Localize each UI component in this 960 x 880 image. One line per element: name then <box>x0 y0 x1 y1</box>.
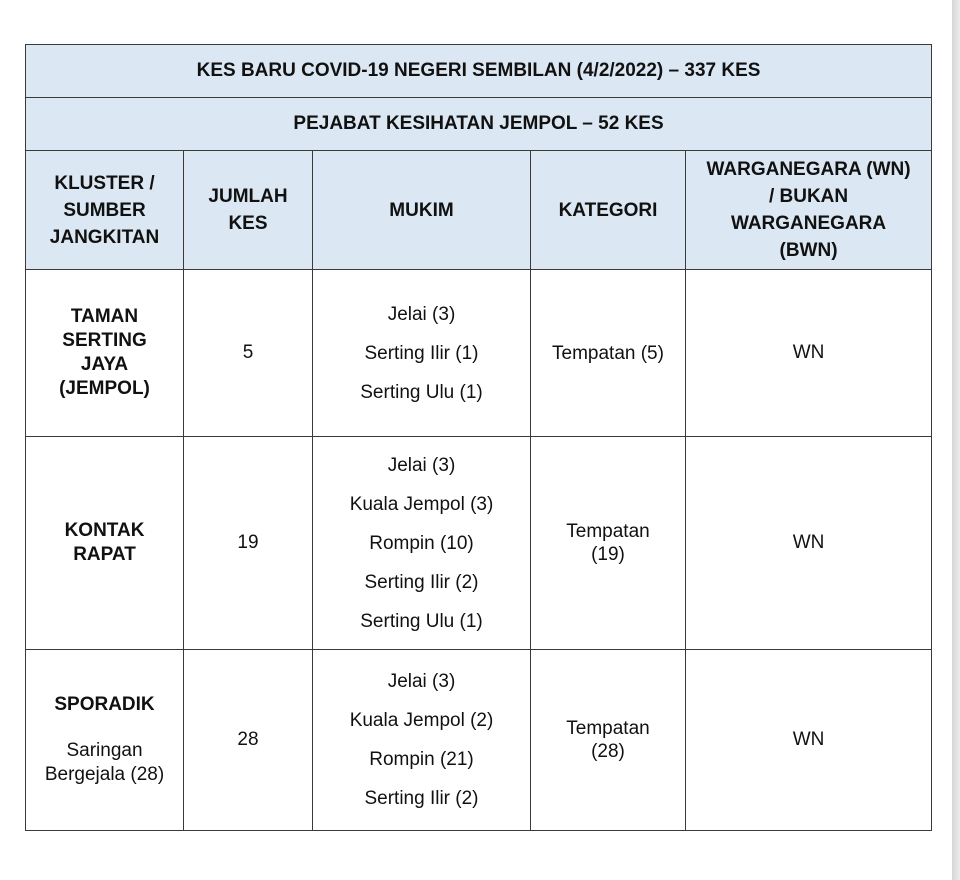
mukim-item: Kuala Jempol (3) <box>349 493 494 515</box>
kluster-cell <box>26 270 184 437</box>
mukim-item: Jelai (3) <box>387 303 456 325</box>
kluster-sub-line: Bergejala (28) <box>44 764 165 785</box>
header-kluster-line: JANGKITAN <box>49 226 160 248</box>
header-mukim: MUKIM <box>313 151 531 270</box>
mukim-cell <box>313 270 531 437</box>
header-kluster-line: SUMBER <box>63 199 146 221</box>
header-wn-line: (BWN) <box>779 240 838 261</box>
table-row <box>26 270 932 437</box>
covid-cases-table <box>25 44 932 831</box>
header-wn-line: WARGANEGARA <box>730 213 887 234</box>
mukim-item: Serting Ilir (2) <box>364 571 479 593</box>
jumlah-cell: 28 <box>184 650 313 831</box>
header-wn-line: / BUKAN <box>768 186 849 207</box>
jumlah-cell: 19 <box>184 437 313 650</box>
kategori-line: Tempatan <box>566 521 650 542</box>
kategori-cell <box>531 270 686 437</box>
wn-cell: WN <box>686 437 932 650</box>
table-title: KES BARU COVID-19 NEGERI SEMBILAN (4/2/2022) – 337 KES <box>26 45 932 98</box>
mukim-item: Rompin (21) <box>369 749 474 770</box>
kluster-line: JAYA <box>80 354 129 375</box>
kategori-line: Tempatan (5) <box>552 342 664 364</box>
page-edge-shadow <box>952 0 960 880</box>
kategori-line: (28) <box>591 741 625 762</box>
header-jumlah-line: JUMLAH <box>208 186 288 207</box>
mukim-item: Serting Ilir (2) <box>364 788 479 809</box>
table-subtitle: PEJABAT KESIHATAN JEMPOL – 52 KES <box>26 98 932 151</box>
header-row <box>26 151 932 270</box>
mukim-item: Serting Ilir (1) <box>364 342 479 364</box>
kluster-line: SERTING <box>62 330 147 351</box>
mukim-item: Serting Ulu (1) <box>360 610 483 632</box>
wn-cell: WN <box>686 650 932 831</box>
subtitle-row <box>26 98 932 151</box>
header-jumlah-line: KES <box>228 213 268 234</box>
header-kluster-line: KLUSTER / <box>54 172 155 194</box>
jumlah-cell: 5 <box>184 270 313 437</box>
kategori-line: (19) <box>591 544 625 565</box>
header-kategori: KATEGORI <box>531 151 686 270</box>
kluster-line: SPORADIK <box>54 694 155 715</box>
mukim-item: Serting Ulu (1) <box>360 381 483 403</box>
kluster-line: KONTAK <box>64 520 145 541</box>
kategori-cell <box>531 650 686 831</box>
mukim-item: Jelai (3) <box>387 454 456 476</box>
header-warganegara <box>686 151 932 270</box>
kluster-sub-line: Saringan <box>66 740 143 761</box>
kluster-cell <box>26 437 184 650</box>
table-row <box>26 437 932 650</box>
mukim-cell <box>313 437 531 650</box>
kluster-cell <box>26 650 184 831</box>
header-kluster <box>26 151 184 270</box>
kluster-line: (JEMPOL) <box>59 378 150 399</box>
table-row <box>26 650 932 831</box>
title-row <box>26 45 932 98</box>
wn-cell: WN <box>686 270 932 437</box>
kluster-line: TAMAN <box>70 306 139 327</box>
header-jumlah <box>184 151 313 270</box>
mukim-item: Kuala Jempol (2) <box>349 710 494 731</box>
mukim-item: Rompin (10) <box>369 532 474 554</box>
header-wn-line: WARGANEGARA (WN) <box>706 159 911 180</box>
kluster-line: RAPAT <box>73 544 136 565</box>
kluster-subtext <box>32 739 177 787</box>
mukim-cell <box>313 650 531 831</box>
mukim-item: Jelai (3) <box>387 671 456 692</box>
kategori-cell <box>531 437 686 650</box>
kategori-line: Tempatan <box>566 718 650 739</box>
